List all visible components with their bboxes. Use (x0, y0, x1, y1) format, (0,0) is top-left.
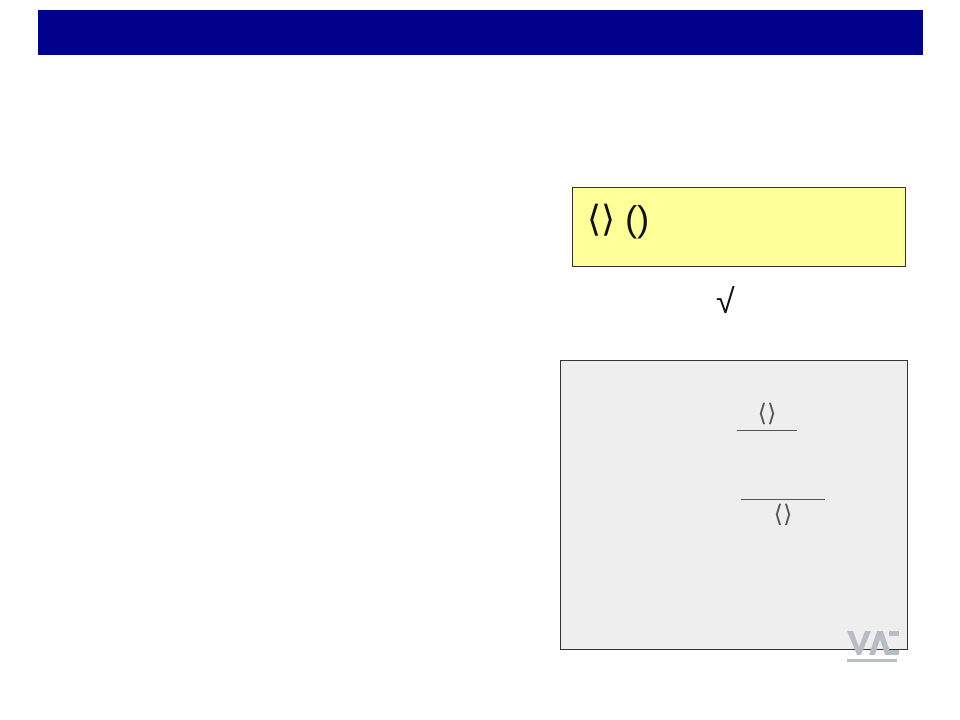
anisotropy-formula: ⟨⟩ () (587, 198, 650, 239)
chart-svg (0, 80, 560, 720)
mu-fraction: ⟨⟩ (741, 499, 825, 531)
hc-fraction: ⟨⟩ (737, 399, 797, 431)
l0-formula: √ (716, 283, 735, 321)
slide-title-bar (38, 10, 923, 55)
coercivity-permeability-box (560, 360, 908, 650)
vac-logo (845, 625, 899, 665)
anisotropy-formula-box (572, 187, 906, 267)
